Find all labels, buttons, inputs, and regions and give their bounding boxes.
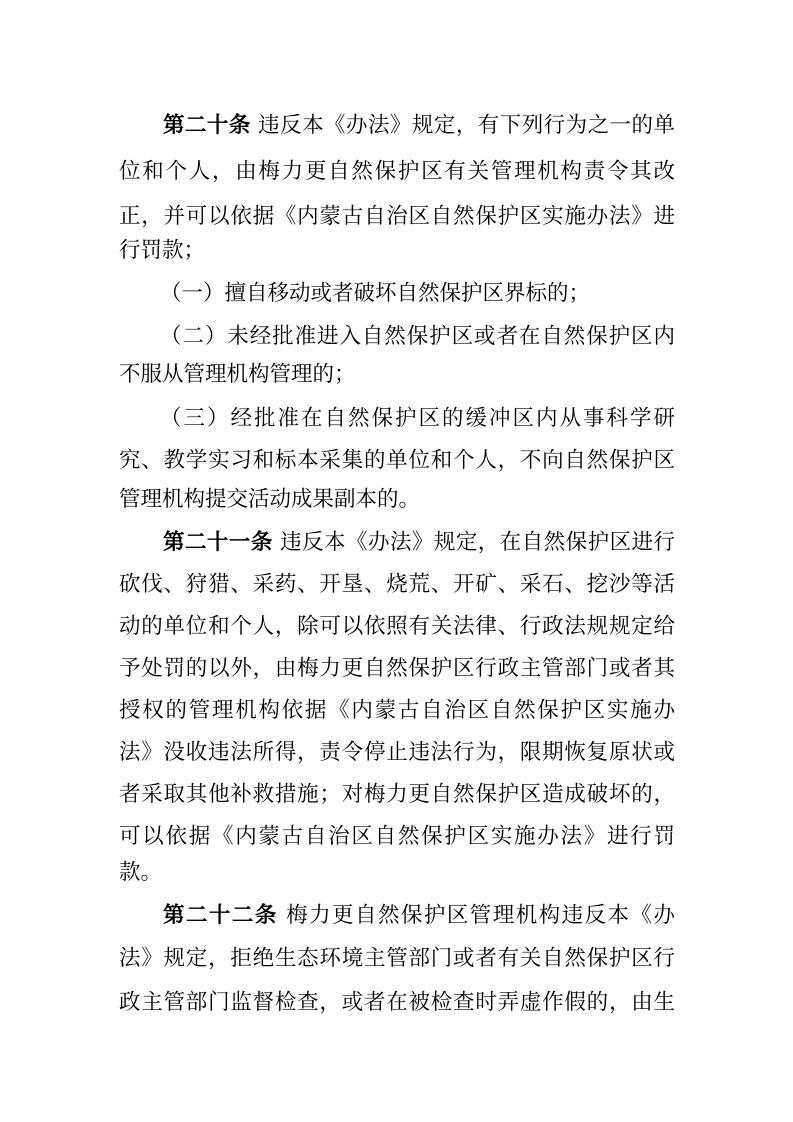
paragraph-line: 者采取其他补救措施；对梅力更自然保护区造成破坏的， — [119, 782, 675, 807]
article-text: 违反本《办法》规定，在自然保护区进行 — [272, 530, 675, 555]
paragraph-line: 授权的管理机构依据《内蒙古自治区自然保护区实施办 — [119, 698, 675, 723]
list-item-3-line: 管理机构提交活动成果副本的。 — [119, 487, 421, 512]
paragraph-line: 法》规定，拒绝生态环境主管部门或者有关自然保护区行 — [119, 946, 675, 971]
article-heading: 第二十一条 — [163, 530, 273, 555]
article-22-first-line — [163, 898, 675, 934]
list-item-1: （一）擅自移动或者破坏自然保护区界标的； — [160, 281, 591, 306]
paragraph-line: 动的单位和个人，除可以依照有关法律、行政法规规定给 — [119, 614, 675, 639]
paragraph-line: 予处罚的以外，由梅力更自然保护区行政主管部门或者其 — [119, 656, 675, 681]
paragraph-line: 位和个人，由梅力更自然保护区有关管理机构责令其改 — [119, 159, 675, 184]
article-text: 梅力更自然保护区管理机构违反本《办 — [277, 903, 675, 928]
paragraph-line: 正，并可以依据《内蒙古自治区自然保护区实施办法》进 — [119, 204, 675, 229]
paragraph-line: 可以依据《内蒙古自治区自然保护区实施办法》进行罚 — [119, 824, 675, 849]
list-item-3-line: （三）经批准在自然保护区的缓冲区内从事科学研 — [160, 406, 675, 431]
paragraph-line: 政主管部门监督检查，或者在被检查时弄虚作假的，由生 — [119, 990, 675, 1015]
article-heading: 第二十二条 — [163, 903, 278, 928]
paragraph-line: 款。 — [119, 860, 163, 885]
article-heading: 第二十条 — [163, 113, 251, 138]
list-item-2-line: 不服从管理机构管理的； — [119, 362, 356, 387]
paragraph-line: 砍伐、狩猎、采药、开垦、烧荒、开矿、采石、挖沙等活 — [119, 572, 675, 597]
article-21-first-line — [163, 525, 675, 561]
paragraph-line: 行罚款； — [119, 238, 206, 263]
list-item-3-line: 究、教学实习和标本采集的单位和个人，不向自然保护区 — [119, 448, 675, 473]
article-20-first-line — [163, 108, 675, 144]
paragraph-line: 法》没收违法所得，责令停止违法行为，限期恢复原状或 — [119, 740, 675, 765]
article-text: 违反本《办法》规定，有下列行为之一的单 — [250, 113, 675, 138]
list-item-2-line: （二）未经批准进入自然保护区或者在自然保护区内 — [160, 324, 675, 349]
